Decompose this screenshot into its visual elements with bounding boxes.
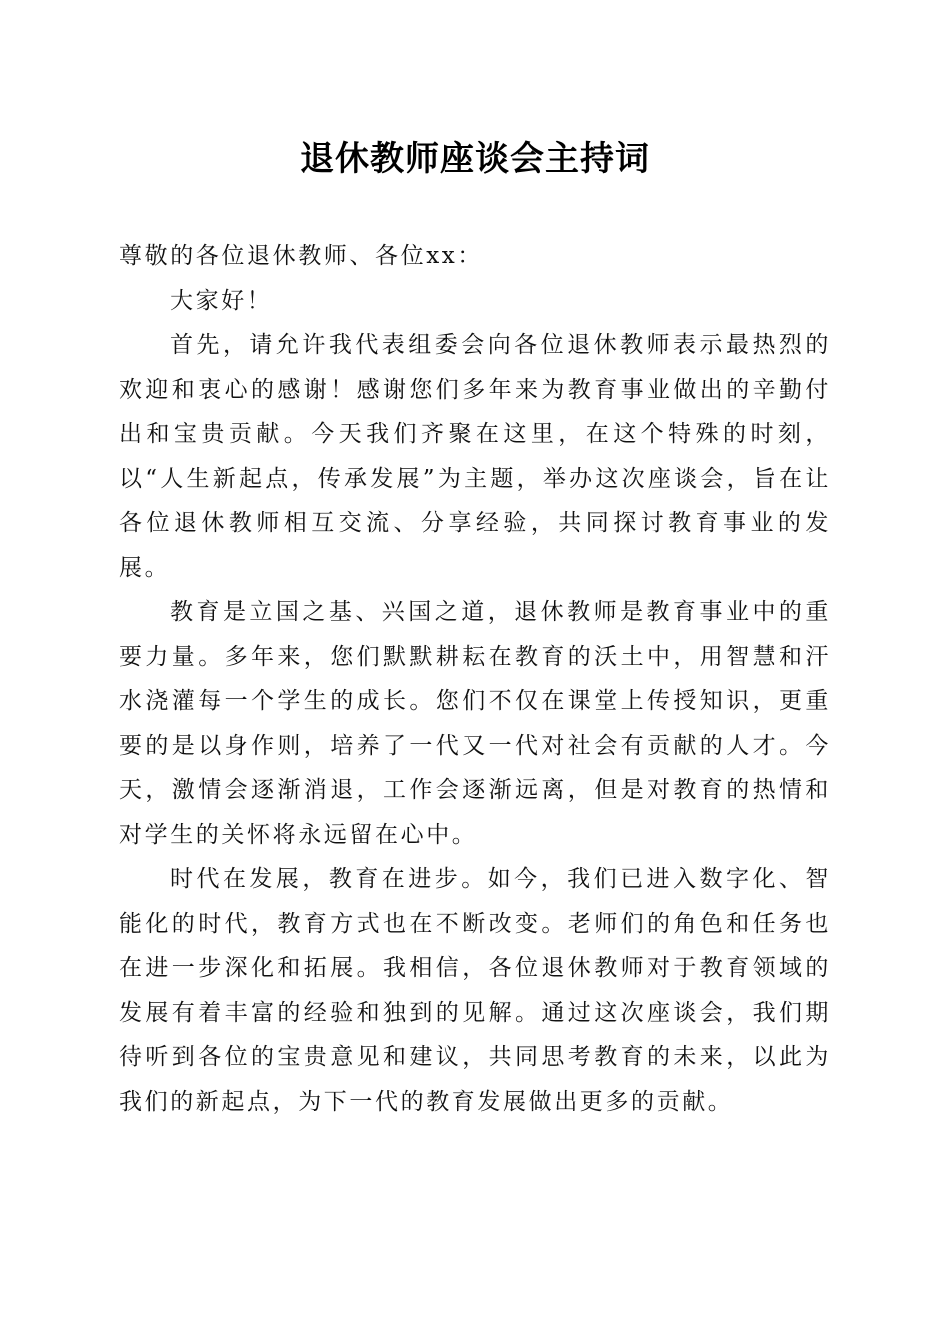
- document-body: [119, 234, 831, 1124]
- paragraph-education: 教育是立国之基、兴国之道，退休教师是教育事业中的重要力量。多年来，您们默默耕耘在教育的沃土中，用智慧和汗水浇灌每一个学生的成长。您们不仅在课堂上传授知识，更重要的是以身作则，培养了一代又一代对社会有贡献的人才。今天，激情会逐渐消退，工作会逐渐远离，但是对教育的热情和对学生的关怀将永远留在心中。: [119, 599, 831, 848]
- document-title: 退休教师座谈会主持词: [300, 139, 650, 179]
- paragraph-greeting: 大家好！: [170, 287, 273, 314]
- salutation: 尊敬的各位退休教师、各位xx：: [119, 243, 483, 269]
- paragraph-welcome: 首先，请允许我代表组委会向各位退休教师表示最热烈的欢迎和衷心的感谢！感谢您们多年来为教育事业做出的辛勤付出和宝贵贡献。今天我们齐聚在这里，在这个特殊的时刻，以“人生新起点，传承发展”为主题，举办这次座谈会，旨在让各位退休教师相互交流、分享经验，共同探讨教育事业的发展。: [119, 332, 831, 581]
- paragraph-future: 时代在发展，教育在进步。如今，我们已进入数字化、智能化的时代，教育方式也在不断改变。老师们的角色和任务也在进一步深化和拓展。我相信，各位退休教师对于教育领域的发展有着丰富的经验和独到的见解。通过这次座谈会，我们期待听到各位的宝贵意见和建议，共同思考教育的未来，以此为我们的新起点，为下一代的教育发展做出更多的贡献。: [119, 866, 831, 1115]
